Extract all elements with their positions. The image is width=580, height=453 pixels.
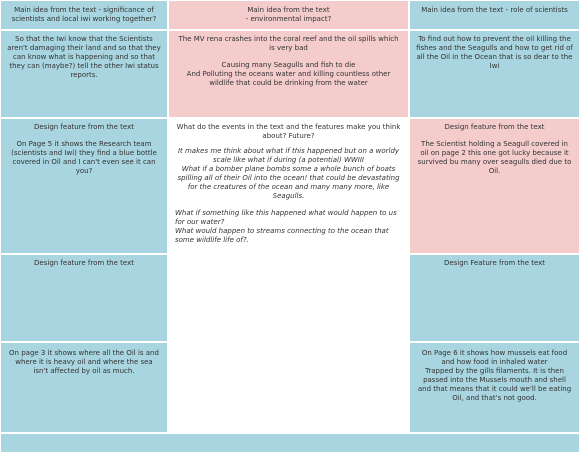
- row3-left-header: Design feature from the text: [34, 259, 134, 267]
- center-p4: What would happen to streams connecting to the ocean that some wildlife life of?.: [175, 227, 389, 244]
- row1-middle: [168, 30, 409, 118]
- row1-right-text: To find out how to prevent the oil killing the fishes and the Seagulls and how to get rid of all the Oil in the Ocean that is so dear to the Iwi: [416, 35, 573, 70]
- header-right-text: Main idea from the text - role of scientists: [421, 6, 568, 14]
- header-middle-line2: - environmental impact?: [245, 15, 332, 23]
- row1-left: [0, 30, 168, 118]
- row4-left: [0, 342, 168, 433]
- row3-right-header: Design Feature from the text: [443, 259, 546, 267]
- row1-right: [409, 30, 580, 118]
- row2-right-body: The Scientist holding a Seagull covered in oil on page 2 this one got lucky because it survived bu many over seagulls died due to Oil.: [417, 140, 572, 175]
- header-left: [0, 0, 168, 30]
- header-right: [409, 0, 580, 30]
- center-question: What do the events in the text and the features make you think about? Future?: [176, 123, 401, 140]
- center-p1: It makes me think about what if this happened but on a worldy scale like what if during (a potential) WWIII: [177, 147, 400, 164]
- row1-middle-p1: The MV rena crashes into the coral reef and the oil spills which is very bad: [178, 35, 399, 52]
- row1-left-text: So that the Iwi know that the Scientists aren't damaging their land and so that they can know what is happening and so that they can (maybe?) tell the other Iwi status reports.: [7, 35, 161, 79]
- center-p2: What if a bomber plane bombs some a whole bunch of boats spilling all of their Oil into the ocean! that could be devastating for the creatures of the ocean and many many more, like Seagulls.: [177, 165, 400, 200]
- row4-right: [409, 342, 580, 433]
- row3-center: [168, 254, 409, 342]
- row3-right: [409, 254, 580, 342]
- row4-center: [168, 342, 409, 433]
- bottom-strip: [0, 433, 580, 453]
- row2-center: [168, 118, 409, 254]
- row1-middle-p2: Causing many Seagulls and fish to die: [221, 61, 356, 69]
- center-p3: What if something like this happened what would happen to us for our water?: [175, 209, 397, 226]
- row2-left-body: On Page 5 it shows the Research team (scientists and Iwi) they find a blue bottle covered in Oil and I can't even see it can you?: [11, 140, 157, 175]
- row4-right-p1: On Page 6 it shows how mussels eat food and how food in inhaled water: [421, 349, 568, 366]
- header-middle: [168, 0, 409, 30]
- header-middle-line1: Main idea from the text: [247, 6, 330, 14]
- row4-left-text: On page 3 it shows where all the Oil is and where it is heavy oil and where the sea isn't affected by oil as much.: [9, 349, 159, 375]
- row4-right-p2: Trapped by the gills filaments. It is then passed into the Mussels mouth and shell and that means that it could we'll be eating Oil, and that's not good.: [417, 367, 572, 402]
- row2-left: [0, 118, 168, 254]
- header-left-text: Main idea from the text - significance of scientists and local iwi working together?: [11, 6, 157, 23]
- row3-left: [0, 254, 168, 342]
- row2-right-header: Design feature from the text: [444, 123, 545, 131]
- row2-left-header: Design feature from the text: [34, 123, 134, 131]
- row2-right: [409, 118, 580, 254]
- row1-middle-p3: And Polluting the oceans water and killing countless other wildlife that could be drinking from the water: [186, 70, 391, 87]
